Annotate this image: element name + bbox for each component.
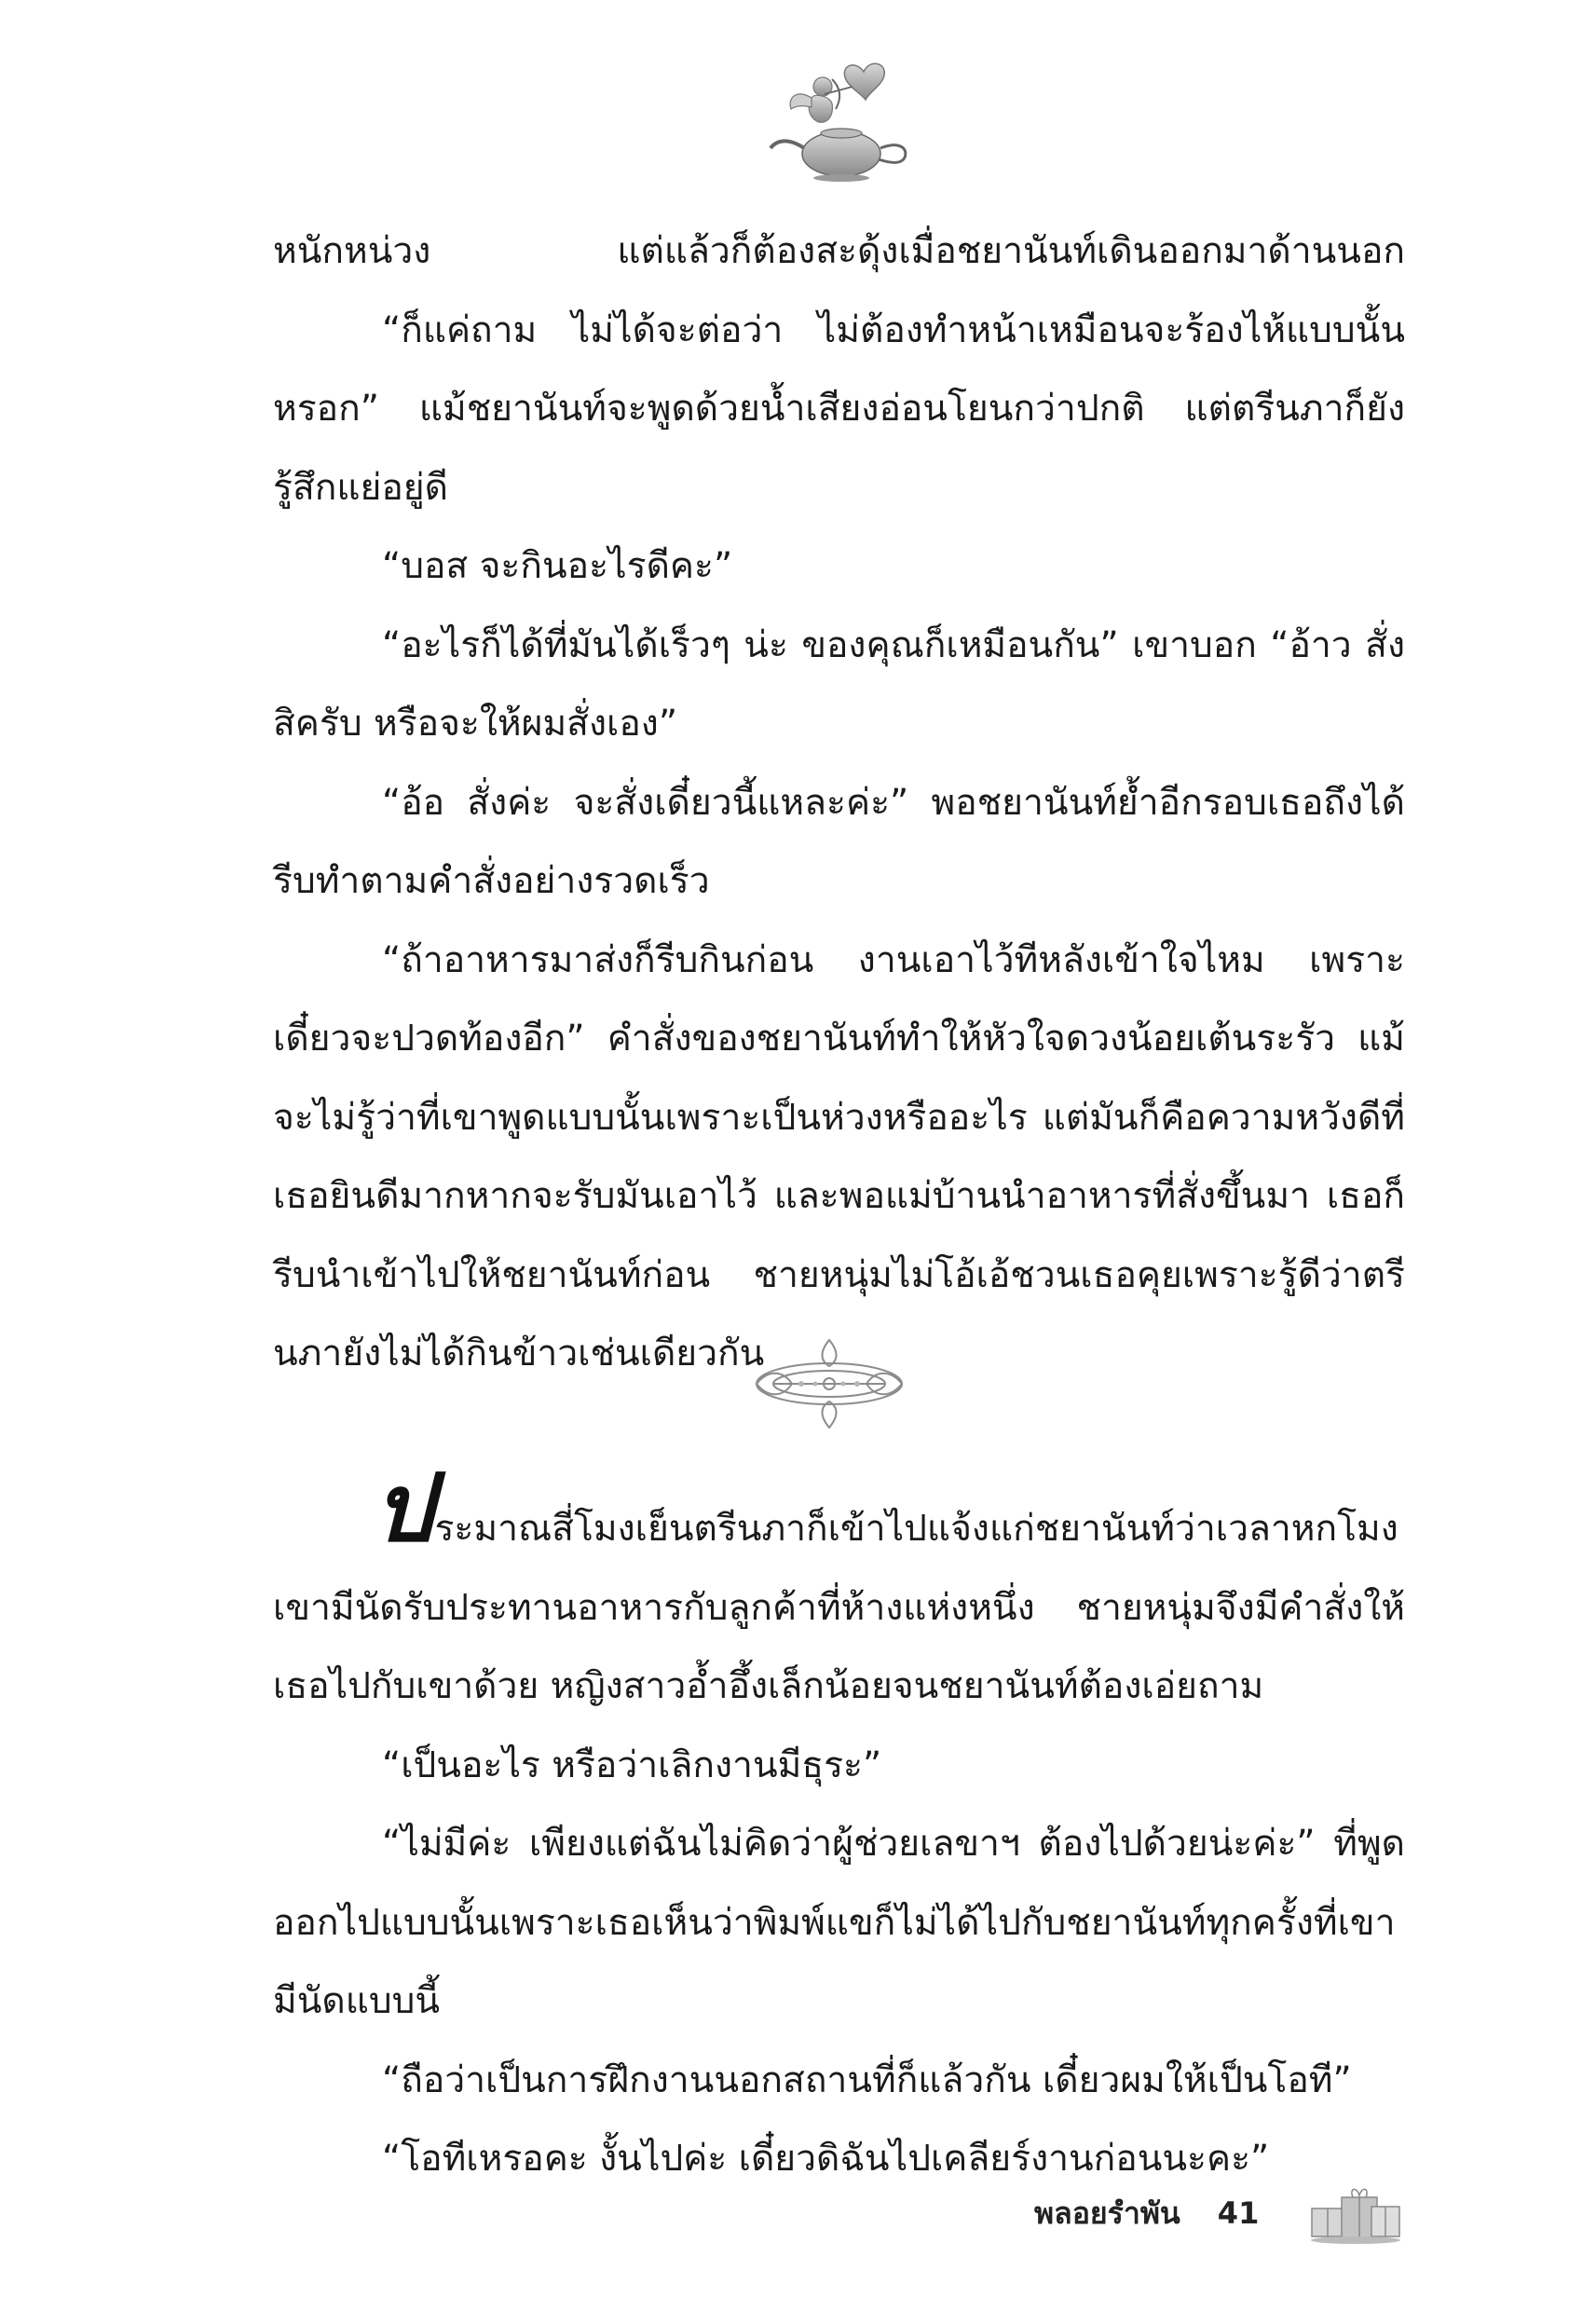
text-section-2	[273, 1453, 1405, 2199]
gift-boxes-ornament-icon	[1304, 2181, 1407, 2246]
paragraph: หนักหน่วง แต่แล้วก็ต้องสะดุ้งเมื่อชยานันท์เดินออกมาด้านนอก	[273, 230, 1405, 272]
paragraph: “ถือว่าเป็นการฝึกงานนอกสถานที่ก็แล้วกัน เดี๋ยวผมให้เป็นโอที”	[382, 2058, 1352, 2101]
paragraph: “ก็แค่ถาม ไม่ได้จะต่อว่า ไม่ต้องทำหน้าเหมือนจะร้องไห้แบบนั้นหรอก” แม้ชยานันท์จะพูดด้วยน้ำเสียงอ่อนโยนกว่าปกติ แต่ตรีนภาก็ยังรู้สึกแย่อยู่ดี	[273, 308, 1405, 509]
paragraph: “บอส จะกินอะไรดีคะ”	[382, 545, 733, 587]
scroll-divider-ornament-icon	[745, 1333, 913, 1435]
page-footer	[1025, 2181, 1416, 2246]
book-title: พลอยรำพัน	[1034, 2195, 1180, 2231]
paragraph: “เป็นอะไร หรือว่าเลิกงานมีธุระ”	[382, 1744, 882, 1786]
text-section-1	[273, 212, 1405, 1394]
paragraph: “อะไรก็ได้ที่มันได้เร็วๆ น่ะ ของคุณก็เหมือนกัน” เขาบอก “อ้าว สั่งสิครับ หรือจะให้ผมสั่งเอง”	[273, 623, 1405, 745]
paragraph: “ไม่มีค่ะ เพียงแต่ฉันไม่คิดว่าผู้ช่วยเลขาฯ ต้องไปด้วยน่ะค่ะ” ที่พูดออกไปแบบนั้นเพราะเธอเห็นว่าพิมพ์แขก็ไม่ได้ไปกับชยานันท์ทุกครั้งที่เขามีนัดแบบนี้	[273, 1823, 1405, 2022]
paragraph: “โอทีเหรอคะ งั้นไปค่ะ เดี๋ยวดิฉันไปเคลียร์งานก่อนนะคะ”	[382, 2138, 1270, 2180]
paragraph: “ถ้าอาหารมาส่งก็รีบกินก่อน งานเอาไว้ทีหลังเข้าใจไหม เพราะเดี๋ยวจะปวดท้องอีก” คำสั่งของชยานันท์ทำให้หัวใจดวงน้อยเต้นระรัว แม้จะไม่รู้ว่าที่เขาพูดแบบนั้นเพราะเป็นห่วงหรืออะไร แต่มันก็คือความหวังดีที่เธอยินดีมากหากจะรับมันเอาไว้ และพอแม่บ้านนำอาหารที่สั่งขึ้นมา เธอก็รีบนำเข้าไปให้ชยานันท์ก่อน ชายหนุ่มไม่โอ้เอ้ชวนเธอคุยเพราะรู้ดีว่าตรีนภายังไม่ได้กินข้าวเช่นเดียวกัน	[273, 938, 1405, 1374]
cupid-teapot-ornament-icon	[759, 51, 918, 191]
paragraph: “อ้อ สั่งค่ะ จะสั่งเดี๋ยวนี้แหละค่ะ” พอชยานันท์ย้ำอีกรอบเธอถึงได้รีบทำตามคำสั่งอย่างรวดเร็ว	[273, 781, 1405, 902]
paragraph-with-dropcap	[273, 1453, 1405, 1727]
dropcap-letter: ป	[374, 1453, 433, 1563]
page-number: 41	[1217, 2195, 1260, 2231]
paragraph-text: ระมาณสี่โมงเย็นตรีนภาก็เข้าไปแจ้งแก่ชยานันท์ว่าเวลาหกโมงเขามีนัดรับประทานอาหารกับลูกค้าที่ห้างแห่งหนึ่ง ชายหนุ่มจึงมีคำสั่งให้เธอไปกับเขาด้วย หญิงสาวอ้ำอึ้งเล็กน้อยจนชยานันท์ต้องเอ่ยถาม	[273, 1508, 1405, 1707]
